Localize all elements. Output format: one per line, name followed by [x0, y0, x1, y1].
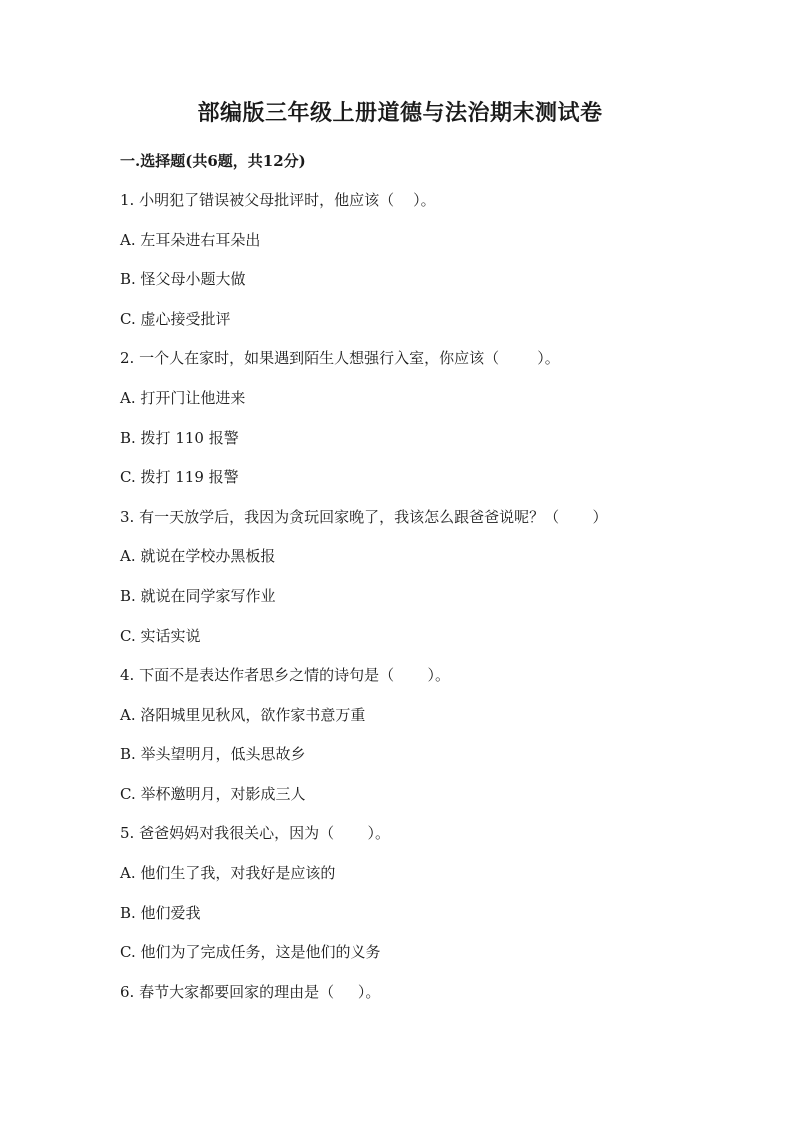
question-4: 4. 下面不是表达作者思乡之情的诗句是（ ）。 [120, 666, 450, 684]
question-1-option-c: C. 虚心接受批评 [120, 310, 231, 328]
question-5-option-b: B. 他们爱我 [120, 904, 201, 922]
question-1-option-a: A. 左耳朵进右耳朵出 [120, 231, 261, 249]
question-2: 2. 一个人在家时，如果遇到陌生人想强行入室，你应该（ ）。 [120, 349, 560, 367]
question-5-option-a: A. 他们生了我，对我好是应该的 [120, 864, 336, 882]
question-4-option-a: A. 洛阳城里见秋风，欲作家书意万重 [120, 706, 366, 724]
question-3-option-c: C. 实话实说 [120, 627, 201, 645]
question-6: 6. 春节大家都要回家的理由是（ ）。 [120, 983, 381, 1001]
question-4-option-c: C. 举杯邀明月，对影成三人 [120, 785, 306, 803]
section-heading: 一.选择题(共6题，共12分) [120, 152, 306, 170]
question-5: 5. 爸爸妈妈对我很关心，因为（ ）。 [120, 824, 390, 842]
question-5-option-c: C. 他们为了完成任务，这是他们的义务 [120, 943, 381, 961]
question-2-option-c: C. 拨打 119 报警 [120, 468, 239, 486]
question-2-option-a: A. 打开门让他进来 [120, 389, 246, 407]
question-4-option-b: B. 举头望明月，低头思故乡 [120, 745, 306, 763]
question-1: 1. 小明犯了错误被父母批评时，他应该（ ）。 [120, 191, 436, 209]
page-title: 部编版三年级上册道德与法治期末测试卷 [197, 100, 603, 126]
question-2-option-b: B. 拨打 110 报警 [120, 429, 239, 447]
question-3-option-b: B. 就说在同学家写作业 [120, 587, 276, 605]
question-3-option-a: A. 就说在学校办黑板报 [120, 547, 276, 565]
question-3: 3. 有一天放学后，我因为贪玩回家晚了，我该怎么跟爸爸说呢？（ ） [120, 508, 608, 526]
question-1-option-b: B. 怪父母小题大做 [120, 270, 246, 288]
